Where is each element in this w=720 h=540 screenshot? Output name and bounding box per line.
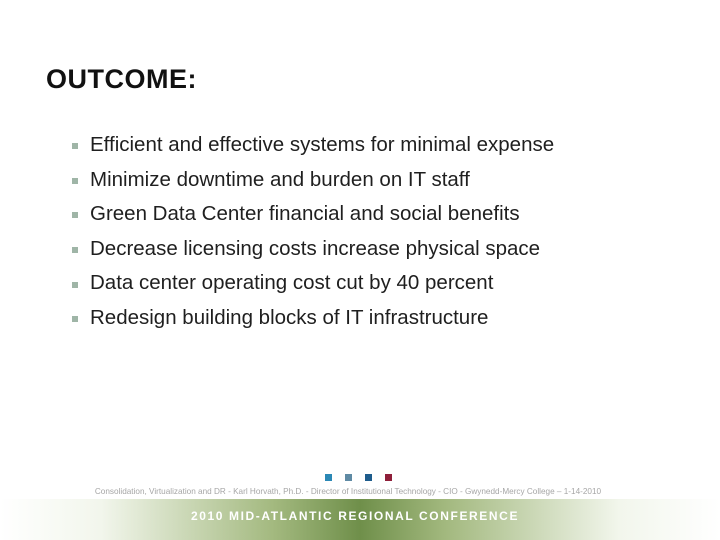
bullet-text: Redesign building blocks of IT infrastructure (90, 306, 489, 330)
square-bullet-icon (72, 212, 78, 218)
square-bullet-icon (72, 282, 78, 288)
decorative-squares (325, 474, 392, 481)
bullet-text: Data center operating cost cut by 40 percent (90, 271, 494, 295)
square-icon (385, 474, 392, 481)
bullet-text: Efficient and effective systems for minimal expense (90, 133, 555, 157)
square-bullet-icon (72, 178, 78, 184)
square-icon (325, 474, 332, 481)
square-bullet-icon (72, 143, 78, 149)
bullet-text: Green Data Center financial and social benefits (90, 202, 520, 226)
bullet-item (72, 197, 554, 232)
square-icon (365, 474, 372, 481)
bullet-text: Minimize downtime and burden on IT staff (90, 167, 470, 191)
bullet-item (72, 266, 554, 301)
footer-credit: Consolidation, Virtualization and DR - Karl Horvath, Ph.D. - Director of Institutional Technology - CIO - Gwynedd-Mercy College – 1-14-2010 (94, 487, 602, 496)
bullet-list (72, 128, 554, 336)
bullet-text: Decrease licensing costs increase physical space (90, 236, 541, 260)
bullet-item (72, 301, 554, 336)
bullet-item (72, 128, 554, 163)
square-bullet-icon (72, 316, 78, 322)
bullet-item (72, 163, 554, 198)
square-bullet-icon (72, 247, 78, 253)
bullet-item (72, 232, 554, 267)
conference-banner-text: 2010 MID-ATLANTIC REGIONAL CONFERENCE (190, 509, 520, 523)
square-icon (345, 474, 352, 481)
slide-title: OUTCOME: (46, 64, 197, 94)
